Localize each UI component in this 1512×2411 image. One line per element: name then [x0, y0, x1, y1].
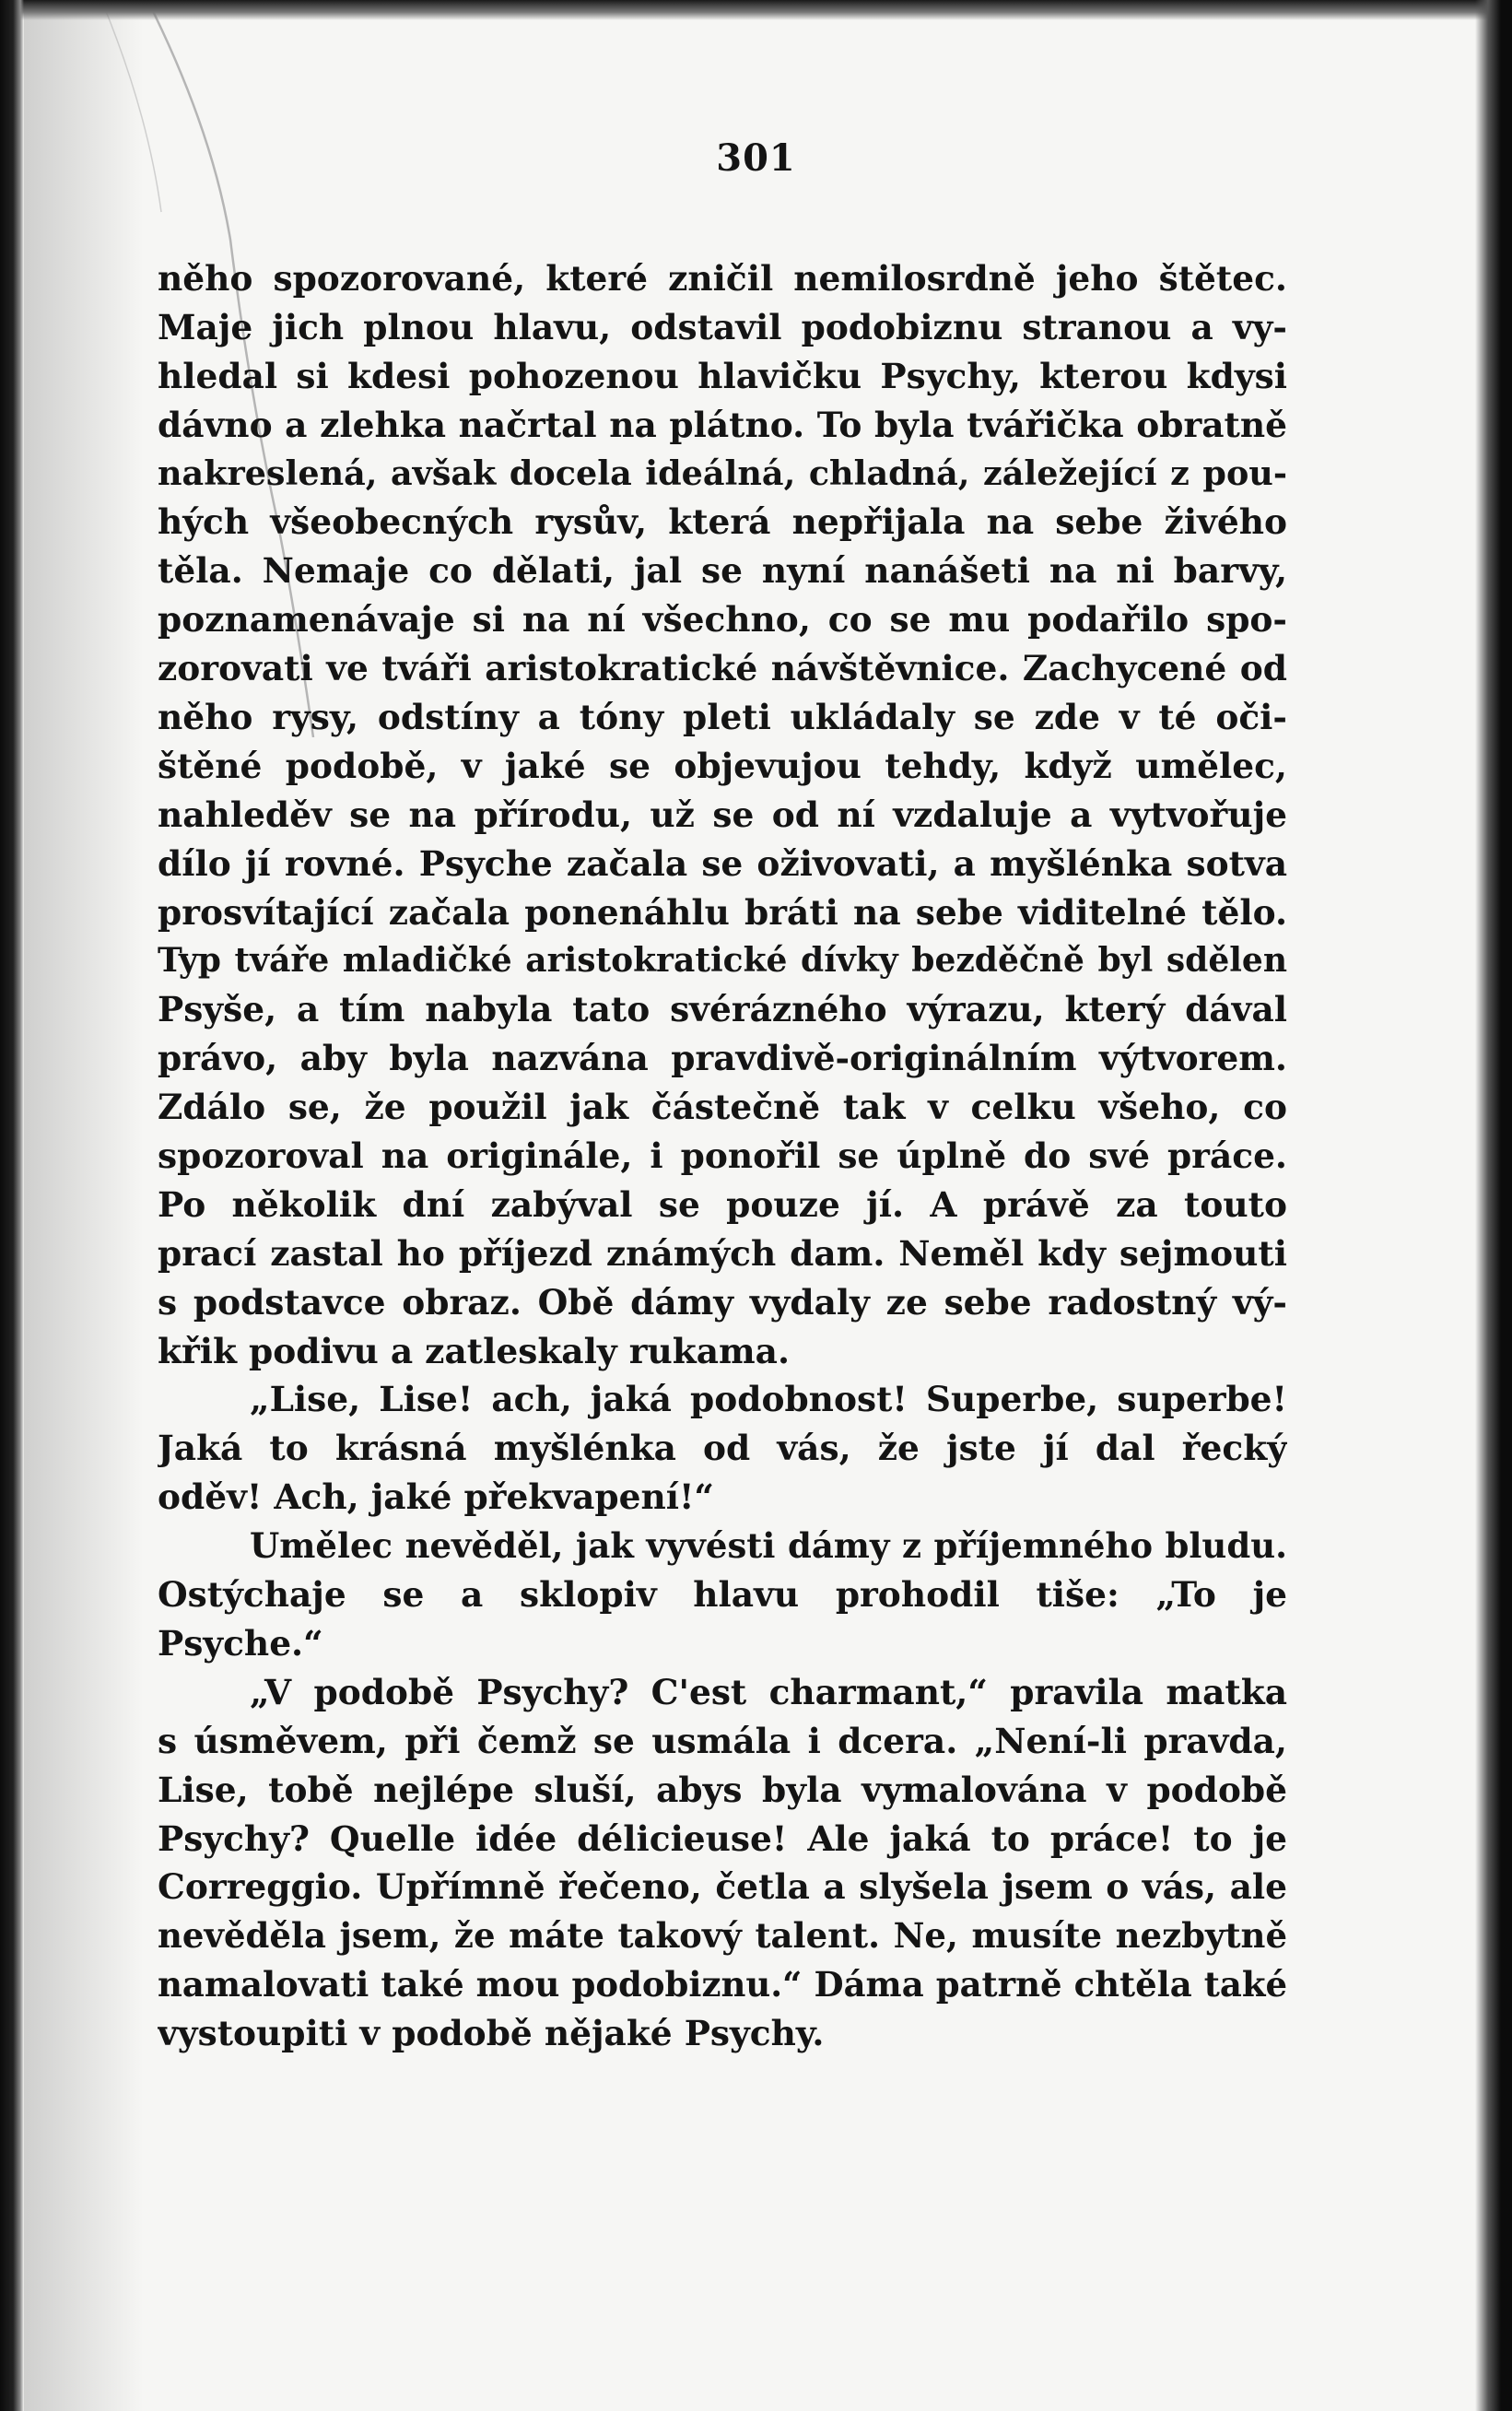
- text-line: těla. Nemaje co dělati, jal se nyní nanášeti na ni barvy,: [158, 550, 1287, 592]
- scan-left-edge: [0, 0, 24, 2411]
- text-line: dávno a zlehka načrtal na plátno. To byla tvářička obratně: [158, 404, 1287, 445]
- scan-top-edge: [0, 0, 1512, 20]
- text-line: poznamenávaje si na ní všechno, co se mu podařilo spo-: [158, 599, 1287, 641]
- text-line: právo, aby byla nazvána pravdivě-originálním výtvorem.: [158, 1038, 1287, 1079]
- text-line: dílo jí rovné. Psyche začala se oživovati, a myšlénka sotva: [158, 842, 1287, 884]
- text-line: spozoroval na originále, i ponořil se úplně do své práce.: [158, 1135, 1287, 1177]
- text-line: Ostýchaje se a sklopiv hlavu prohodil tiše: „To je: [158, 1574, 1287, 1616]
- text-line: oděv! Ach, jaké překvapení!“: [158, 1476, 714, 1518]
- text-line: „V podobě Psychy? C'est charmant,“ pravila matka: [250, 1671, 1287, 1712]
- text-line: hých všeobecných rysův, která nepřijala na sebe živého: [158, 501, 1287, 543]
- scan-right-edge: [1475, 0, 1512, 2411]
- text-line: nakreslená, avšak docela ideálná, chladná, záležející z pou-: [158, 453, 1287, 493]
- text-line: něho rysy, odstíny a tóny pleti ukládaly se zde v té oči-: [158, 697, 1287, 738]
- text-line: „Lise, Lise! ach, jaká podobnost! Superbe, superbe!: [250, 1379, 1287, 1420]
- text-line: něho spozorované, které zničil nemilosrdně jeho štětec.: [158, 258, 1287, 299]
- body-text: [158, 254, 1287, 2058]
- text-line: Po několik dní zabýval se pouze jí. A právě za touto: [158, 1183, 1287, 1225]
- text-line: Lise, tobě nejlépe sluší, abys byla vymalována v podobě: [158, 1769, 1287, 1810]
- text-line: zorovati ve tváři aristokratické návštěvnice. Zachycené od: [158, 648, 1287, 689]
- text-line: Umělec nevěděl, jak vyvésti dámy z příjemného bludu.: [250, 1525, 1287, 1567]
- text-line: štěné podobě, v jaké se objevujou tehdy, když umělec,: [158, 745, 1287, 786]
- text-line: nevěděla jsem, že máte takový talent. Ne, musíte nezbytně: [158, 1915, 1287, 1957]
- page-number: 301: [716, 136, 796, 180]
- text-line: s podstavce obraz. Obě dámy vydaly ze sebe radostný vý-: [158, 1281, 1287, 1323]
- text-line: Psyche.“: [158, 1622, 323, 1664]
- text-line: Zdálo se, že použil jak částečně tak v celku všeho, co: [158, 1087, 1287, 1128]
- text-line: Correggio. Upřímně řečeno, četla a slyšela jsem o vás, ale: [158, 1866, 1287, 1908]
- text-line: Maje jich plnou hlavu, odstavil podobiznu stranou a vy-: [158, 306, 1287, 347]
- text-line: hledal si kdesi pohozenou hlavičku Psychy, kterou kdysi: [158, 355, 1287, 396]
- text-line: Jaká to krásná myšlénka od vás, že jste jí dal řecký: [158, 1428, 1287, 1469]
- text-line: s úsměvem, při čemž se usmála i dcera. „Není-li pravda,: [158, 1720, 1287, 1761]
- text-line: Typ tváře mladičké aristokratické dívky bezděčně byl sdělen: [158, 941, 1287, 981]
- text-line: Psychy? Quelle idée délicieuse! Ale jaká to práce! to je: [158, 1817, 1287, 1859]
- text-line: prosvítající začala ponenáhlu bráti na sebe viditelné tělo.: [158, 891, 1287, 933]
- text-line: vystoupiti v podobě nějaké Psychy.: [158, 2013, 825, 2054]
- text-line: křik podivu a zatleskaly rukama.: [158, 1330, 791, 1371]
- text-line: Psyše, a tím nabyla tato svérázného výrazu, který dával: [158, 989, 1287, 1030]
- text-line: prací zastal ho příjezd známých dam. Neměl kdy sejmouti: [158, 1232, 1287, 1274]
- text-line: namalovati také mou podobiznu.“ Dáma patrně chtěla také: [158, 1964, 1287, 2005]
- text-line: nahleděv se na přírodu, už se od ní vzdaluje a vytvořuje: [158, 794, 1287, 835]
